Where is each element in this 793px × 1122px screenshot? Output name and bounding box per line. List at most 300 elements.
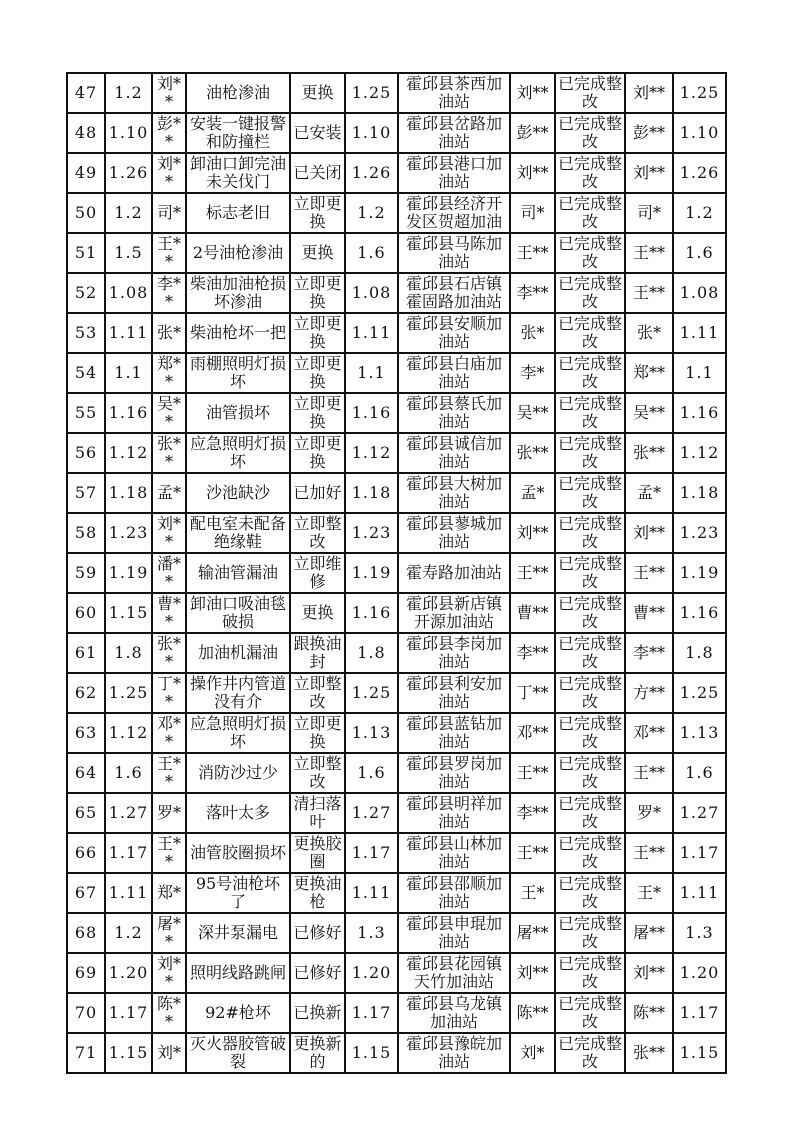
responsible-name-cell: 孟*: [510, 473, 555, 513]
reporter-name-cell: 潘**: [152, 553, 186, 593]
serial-cell: 50: [67, 193, 105, 233]
measure-cell: 立即更换: [290, 433, 345, 473]
serial-cell: 68: [67, 913, 105, 953]
issue-cell: 操作井内管道没有介: [186, 673, 290, 713]
station-name-cell: 霍邱县蓼城加油站: [398, 513, 510, 553]
status-cell: 已完成整改: [555, 473, 625, 513]
reviewer-name-cell: 刘**: [625, 513, 673, 553]
reviewer-name-cell: 王**: [625, 553, 673, 593]
station-name-cell: 霍邱县罗岗加油站: [398, 753, 510, 793]
responsible-name-cell: 王**: [510, 753, 555, 793]
measure-cell: 立即维修: [290, 553, 345, 593]
reporter-name-cell: 曹**: [152, 593, 186, 633]
issue-cell: 灭火器胶管破裂: [186, 1033, 290, 1073]
review-date-cell: 1.16: [673, 593, 726, 633]
table-row: [67, 313, 726, 353]
table-row: [67, 873, 726, 913]
reviewer-name-cell: 陈**: [625, 993, 673, 1033]
report-date-cell: 1.17: [105, 833, 152, 873]
rectify-date-cell: 1.10: [345, 113, 398, 153]
review-date-cell: 1.15: [673, 1033, 726, 1073]
reviewer-name-cell: 邓**: [625, 713, 673, 753]
table-row: [67, 113, 726, 153]
table-row: [67, 833, 726, 873]
station-name-cell: 霍邱县利安加油站: [398, 673, 510, 713]
review-date-cell: 1.11: [673, 313, 726, 353]
reviewer-name-cell: 王**: [625, 753, 673, 793]
reporter-name-cell: 李**: [152, 273, 186, 313]
reviewer-name-cell: 彭**: [625, 113, 673, 153]
station-name-cell: 霍邱县安顺加油站: [398, 313, 510, 353]
station-name-cell: 霍邱县申琨加油站: [398, 913, 510, 953]
issue-cell: 标志老旧: [186, 193, 290, 233]
measure-cell: 立即更换: [290, 353, 345, 393]
rectify-date-cell: 1.18: [345, 473, 398, 513]
station-name-cell: 霍邱县茶西加油站: [398, 73, 510, 113]
serial-cell: 66: [67, 833, 105, 873]
responsible-name-cell: 司*: [510, 193, 555, 233]
serial-cell: 62: [67, 673, 105, 713]
status-cell: 已完成整改: [555, 113, 625, 153]
table-row: [67, 673, 726, 713]
rectify-date-cell: 1.12: [345, 433, 398, 473]
serial-cell: 64: [67, 753, 105, 793]
serial-cell: 53: [67, 313, 105, 353]
station-name-cell: 霍邱县马陈加油站: [398, 233, 510, 273]
reviewer-name-cell: 王**: [625, 233, 673, 273]
reporter-name-cell: 丁**: [152, 673, 186, 713]
table-row: [67, 753, 726, 793]
review-date-cell: 1.6: [673, 753, 726, 793]
reporter-name-cell: 王**: [152, 833, 186, 873]
table-row: [67, 793, 726, 833]
review-date-cell: 1.25: [673, 673, 726, 713]
issue-cell: 油枪渗油: [186, 73, 290, 113]
station-name-cell: 霍邱县明祥加油站: [398, 793, 510, 833]
review-date-cell: 1.1: [673, 353, 726, 393]
table-row: [67, 273, 726, 313]
table-row: [67, 513, 726, 553]
review-date-cell: 1.8: [673, 633, 726, 673]
station-name-cell: 霍邱县新店镇开源加油站: [398, 593, 510, 633]
report-date-cell: 1.25: [105, 673, 152, 713]
issue-cell: 油管胶圈损坏: [186, 833, 290, 873]
responsible-name-cell: 彭**: [510, 113, 555, 153]
measure-cell: 立即更换: [290, 273, 345, 313]
table-row: [67, 473, 726, 513]
status-cell: 已完成整改: [555, 513, 625, 553]
rectification-table-body: [67, 73, 726, 1073]
reporter-name-cell: 刘**: [152, 153, 186, 193]
issue-cell: 加油机漏油: [186, 633, 290, 673]
reviewer-name-cell: 王*: [625, 873, 673, 913]
reviewer-name-cell: 刘**: [625, 953, 673, 993]
status-cell: 已完成整改: [555, 673, 625, 713]
review-date-cell: 1.18: [673, 473, 726, 513]
report-date-cell: 1.5: [105, 233, 152, 273]
review-date-cell: 1.17: [673, 993, 726, 1033]
table-row: [67, 353, 726, 393]
report-date-cell: 1.16: [105, 393, 152, 433]
serial-cell: 67: [67, 873, 105, 913]
issue-cell: 沙池缺沙: [186, 473, 290, 513]
issue-cell: 卸油口卸完油未关伐门: [186, 153, 290, 193]
reviewer-name-cell: 王**: [625, 273, 673, 313]
serial-cell: 47: [67, 73, 105, 113]
status-cell: 已完成整改: [555, 393, 625, 433]
rectify-date-cell: 1.08: [345, 273, 398, 313]
report-date-cell: 1.18: [105, 473, 152, 513]
responsible-name-cell: 刘**: [510, 953, 555, 993]
station-name-cell: 霍邱县邵顺加油站: [398, 873, 510, 913]
measure-cell: 已修好: [290, 913, 345, 953]
issue-cell: 柴油枪坏一把: [186, 313, 290, 353]
measure-cell: 更换: [290, 593, 345, 633]
responsible-name-cell: 张**: [510, 433, 555, 473]
station-name-cell: 霍邱县港口加油站: [398, 153, 510, 193]
rectification-table: [66, 72, 727, 1074]
rectify-date-cell: 1.16: [345, 393, 398, 433]
reporter-name-cell: 罗*: [152, 793, 186, 833]
responsible-name-cell: 刘**: [510, 73, 555, 113]
report-date-cell: 1.23: [105, 513, 152, 553]
reporter-name-cell: 刘*: [152, 1033, 186, 1073]
measure-cell: 更换新的: [290, 1033, 345, 1073]
station-name-cell: 霍邱县经济开发区贺超加油: [398, 193, 510, 233]
rectify-date-cell: 1.25: [345, 73, 398, 113]
rectify-date-cell: 1.11: [345, 313, 398, 353]
rectify-date-cell: 1.11: [345, 873, 398, 913]
status-cell: 已完成整改: [555, 353, 625, 393]
reporter-name-cell: 司*: [152, 193, 186, 233]
report-date-cell: 1.27: [105, 793, 152, 833]
rectify-date-cell: 1.3: [345, 913, 398, 953]
table-row: [67, 553, 726, 593]
serial-cell: 56: [67, 433, 105, 473]
report-date-cell: 1.11: [105, 313, 152, 353]
responsible-name-cell: 刘**: [510, 513, 555, 553]
serial-cell: 52: [67, 273, 105, 313]
responsible-name-cell: 张*: [510, 313, 555, 353]
review-date-cell: 1.20: [673, 953, 726, 993]
review-date-cell: 1.6: [673, 233, 726, 273]
reporter-name-cell: 张*: [152, 313, 186, 353]
review-date-cell: 1.27: [673, 793, 726, 833]
report-date-cell: 1.6: [105, 753, 152, 793]
report-date-cell: 1.8: [105, 633, 152, 673]
reporter-name-cell: 彭**: [152, 113, 186, 153]
reporter-name-cell: 刘**: [152, 953, 186, 993]
issue-cell: 照明线路跳闸: [186, 953, 290, 993]
measure-cell: 已安装: [290, 113, 345, 153]
responsible-name-cell: 丁**: [510, 673, 555, 713]
measure-cell: 立即整改: [290, 513, 345, 553]
reporter-name-cell: 王**: [152, 753, 186, 793]
reviewer-name-cell: 孟*: [625, 473, 673, 513]
report-date-cell: 1.10: [105, 113, 152, 153]
status-cell: 已完成整改: [555, 593, 625, 633]
reviewer-name-cell: 张**: [625, 1033, 673, 1073]
issue-cell: 2号油枪渗油: [186, 233, 290, 273]
issue-cell: 92#枪坏: [186, 993, 290, 1033]
issue-cell: 雨棚照明灯损坏: [186, 353, 290, 393]
rectify-date-cell: 1.13: [345, 713, 398, 753]
review-date-cell: 1.11: [673, 873, 726, 913]
responsible-name-cell: 屠**: [510, 913, 555, 953]
status-cell: 已完成整改: [555, 953, 625, 993]
rectify-date-cell: 1.19: [345, 553, 398, 593]
issue-cell: 落叶太多: [186, 793, 290, 833]
status-cell: 已完成整改: [555, 993, 625, 1033]
table-row: [67, 713, 726, 753]
measure-cell: 更换: [290, 73, 345, 113]
table-row: [67, 953, 726, 993]
table-row: [67, 73, 726, 113]
serial-cell: 59: [67, 553, 105, 593]
responsible-name-cell: 李**: [510, 793, 555, 833]
responsible-name-cell: 曹**: [510, 593, 555, 633]
reporter-name-cell: 陈**: [152, 993, 186, 1033]
reporter-name-cell: 王**: [152, 233, 186, 273]
rectify-date-cell: 1.25: [345, 673, 398, 713]
responsible-name-cell: 王*: [510, 873, 555, 913]
report-date-cell: 1.17: [105, 993, 152, 1033]
responsible-name-cell: 王**: [510, 833, 555, 873]
status-cell: 已完成整改: [555, 913, 625, 953]
issue-cell: 配电室未配备绝缘鞋: [186, 513, 290, 553]
issue-cell: 深井泵漏电: [186, 913, 290, 953]
review-date-cell: 1.2: [673, 193, 726, 233]
report-date-cell: 1.08: [105, 273, 152, 313]
report-date-cell: 1.12: [105, 713, 152, 753]
reporter-name-cell: 刘**: [152, 73, 186, 113]
status-cell: 已完成整改: [555, 833, 625, 873]
measure-cell: 已修好: [290, 953, 345, 993]
measure-cell: 立即整改: [290, 673, 345, 713]
status-cell: 已完成整改: [555, 433, 625, 473]
table-row: [67, 393, 726, 433]
measure-cell: 更换: [290, 233, 345, 273]
report-date-cell: 1.19: [105, 553, 152, 593]
reviewer-name-cell: 罗*: [625, 793, 673, 833]
table-row: [67, 433, 726, 473]
review-date-cell: 1.23: [673, 513, 726, 553]
responsible-name-cell: 李**: [510, 633, 555, 673]
reviewer-name-cell: 刘**: [625, 73, 673, 113]
issue-cell: 卸油口吸油毯破损: [186, 593, 290, 633]
status-cell: 已完成整改: [555, 713, 625, 753]
rectify-date-cell: 1.27: [345, 793, 398, 833]
table-row: [67, 633, 726, 673]
station-name-cell: 霍邱县岔路加油站: [398, 113, 510, 153]
reviewer-name-cell: 曹**: [625, 593, 673, 633]
measure-cell: 更换胶圈: [290, 833, 345, 873]
issue-cell: 应急照明灯损坏: [186, 433, 290, 473]
reporter-name-cell: 屠**: [152, 913, 186, 953]
rectify-date-cell: 1.26: [345, 153, 398, 193]
measure-cell: 立即更换: [290, 393, 345, 433]
station-name-cell: 霍邱县白庙加油站: [398, 353, 510, 393]
responsible-name-cell: 李**: [510, 273, 555, 313]
review-date-cell: 1.08: [673, 273, 726, 313]
rectify-date-cell: 1.6: [345, 233, 398, 273]
issue-cell: 应急照明灯损坏: [186, 713, 290, 753]
rectify-date-cell: 1.23: [345, 513, 398, 553]
measure-cell: 已加好: [290, 473, 345, 513]
serial-cell: 54: [67, 353, 105, 393]
table-row: [67, 1033, 726, 1073]
table-row: [67, 593, 726, 633]
station-name-cell: 霍邱县蔡氏加油站: [398, 393, 510, 433]
responsible-name-cell: 刘*: [510, 1033, 555, 1073]
station-name-cell: 霍邱县李岗加油站: [398, 633, 510, 673]
serial-cell: 69: [67, 953, 105, 993]
serial-cell: 57: [67, 473, 105, 513]
review-date-cell: 1.25: [673, 73, 726, 113]
measure-cell: 立即更换: [290, 313, 345, 353]
station-name-cell: 霍邱县蓝钻加油站: [398, 713, 510, 753]
serial-cell: 63: [67, 713, 105, 753]
measure-cell: 立即更换: [290, 713, 345, 753]
responsible-name-cell: 王**: [510, 233, 555, 273]
rectify-date-cell: 1.17: [345, 833, 398, 873]
station-name-cell: 霍邱县山林加油站: [398, 833, 510, 873]
station-name-cell: 霍邱县花园镇天竹加油站: [398, 953, 510, 993]
measure-cell: 跟换油封: [290, 633, 345, 673]
reviewer-name-cell: 李**: [625, 633, 673, 673]
reviewer-name-cell: 刘**: [625, 153, 673, 193]
station-name-cell: 霍邱县石店镇霍固路加油站: [398, 273, 510, 313]
review-date-cell: 1.13: [673, 713, 726, 753]
issue-cell: 95号油枪坏了: [186, 873, 290, 913]
responsible-name-cell: 邓**: [510, 713, 555, 753]
status-cell: 已完成整改: [555, 73, 625, 113]
rectify-date-cell: 1.20: [345, 953, 398, 993]
reporter-name-cell: 孟*: [152, 473, 186, 513]
review-date-cell: 1.19: [673, 553, 726, 593]
status-cell: 已完成整改: [555, 233, 625, 273]
responsible-name-cell: 王**: [510, 553, 555, 593]
rectify-date-cell: 1.1: [345, 353, 398, 393]
serial-cell: 55: [67, 393, 105, 433]
report-date-cell: 1.2: [105, 193, 152, 233]
serial-cell: 49: [67, 153, 105, 193]
reporter-name-cell: 刘**: [152, 513, 186, 553]
report-date-cell: 1.12: [105, 433, 152, 473]
issue-cell: 输油管漏油: [186, 553, 290, 593]
status-cell: 已完成整改: [555, 753, 625, 793]
report-date-cell: 1.20: [105, 953, 152, 993]
reviewer-name-cell: 张*: [625, 313, 673, 353]
report-date-cell: 1.2: [105, 913, 152, 953]
serial-cell: 61: [67, 633, 105, 673]
table-row: [67, 233, 726, 273]
reporter-name-cell: 张**: [152, 633, 186, 673]
report-date-cell: 1.11: [105, 873, 152, 913]
rectify-date-cell: 1.2: [345, 193, 398, 233]
status-cell: 已完成整改: [555, 153, 625, 193]
review-date-cell: 1.17: [673, 833, 726, 873]
reviewer-name-cell: 屠**: [625, 913, 673, 953]
serial-cell: 70: [67, 993, 105, 1033]
responsible-name-cell: 李*: [510, 353, 555, 393]
serial-cell: 48: [67, 113, 105, 153]
reviewer-name-cell: 郑**: [625, 353, 673, 393]
measure-cell: 清扫落叶: [290, 793, 345, 833]
report-date-cell: 1.15: [105, 1033, 152, 1073]
table-row: [67, 993, 726, 1033]
serial-cell: 58: [67, 513, 105, 553]
status-cell: 已完成整改: [555, 1033, 625, 1073]
measure-cell: 已换新: [290, 993, 345, 1033]
serial-cell: 65: [67, 793, 105, 833]
table-row: [67, 153, 726, 193]
measure-cell: 立即整改: [290, 753, 345, 793]
review-date-cell: 1.26: [673, 153, 726, 193]
review-date-cell: 1.10: [673, 113, 726, 153]
serial-cell: 60: [67, 593, 105, 633]
station-name-cell: 霍邱县大树加油站: [398, 473, 510, 513]
report-date-cell: 1.26: [105, 153, 152, 193]
measure-cell: 已关闭: [290, 153, 345, 193]
status-cell: 已完成整改: [555, 273, 625, 313]
issue-cell: 安装一键报警和防撞栏: [186, 113, 290, 153]
issue-cell: 消防沙过少: [186, 753, 290, 793]
serial-cell: 71: [67, 1033, 105, 1073]
measure-cell: 更换油枪: [290, 873, 345, 913]
report-date-cell: 1.2: [105, 73, 152, 113]
report-date-cell: 1.15: [105, 593, 152, 633]
status-cell: 已完成整改: [555, 193, 625, 233]
rectify-date-cell: 1.8: [345, 633, 398, 673]
rectify-date-cell: 1.6: [345, 753, 398, 793]
issue-cell: 柴油加油枪损坏渗油: [186, 273, 290, 313]
station-name-cell: 霍寿路加油站: [398, 553, 510, 593]
review-date-cell: 1.12: [673, 433, 726, 473]
reviewer-name-cell: 张**: [625, 433, 673, 473]
rectify-date-cell: 1.17: [345, 993, 398, 1033]
table-row: [67, 193, 726, 233]
reporter-name-cell: 邓**: [152, 713, 186, 753]
reviewer-name-cell: 王**: [625, 833, 673, 873]
station-name-cell: 霍邱县豫皖加油站: [398, 1033, 510, 1073]
status-cell: 已完成整改: [555, 873, 625, 913]
responsible-name-cell: 刘**: [510, 153, 555, 193]
rectify-date-cell: 1.15: [345, 1033, 398, 1073]
station-name-cell: 霍邱县乌龙镇加油站: [398, 993, 510, 1033]
station-name-cell: 霍邱县诚信加油站: [398, 433, 510, 473]
status-cell: 已完成整改: [555, 633, 625, 673]
rectify-date-cell: 1.16: [345, 593, 398, 633]
reviewer-name-cell: 司*: [625, 193, 673, 233]
status-cell: 已完成整改: [555, 793, 625, 833]
reporter-name-cell: 郑*: [152, 873, 186, 913]
issue-cell: 油管损坏: [186, 393, 290, 433]
responsible-name-cell: 陈**: [510, 993, 555, 1033]
report-date-cell: 1.1: [105, 353, 152, 393]
reviewer-name-cell: 吴**: [625, 393, 673, 433]
status-cell: 已完成整改: [555, 553, 625, 593]
measure-cell: 立即更换: [290, 193, 345, 233]
reporter-name-cell: 张**: [152, 433, 186, 473]
status-cell: 已完成整改: [555, 313, 625, 353]
serial-cell: 51: [67, 233, 105, 273]
responsible-name-cell: 吴**: [510, 393, 555, 433]
review-date-cell: 1.16: [673, 393, 726, 433]
review-date-cell: 1.3: [673, 913, 726, 953]
reviewer-name-cell: 方**: [625, 673, 673, 713]
reporter-name-cell: 郑**: [152, 353, 186, 393]
